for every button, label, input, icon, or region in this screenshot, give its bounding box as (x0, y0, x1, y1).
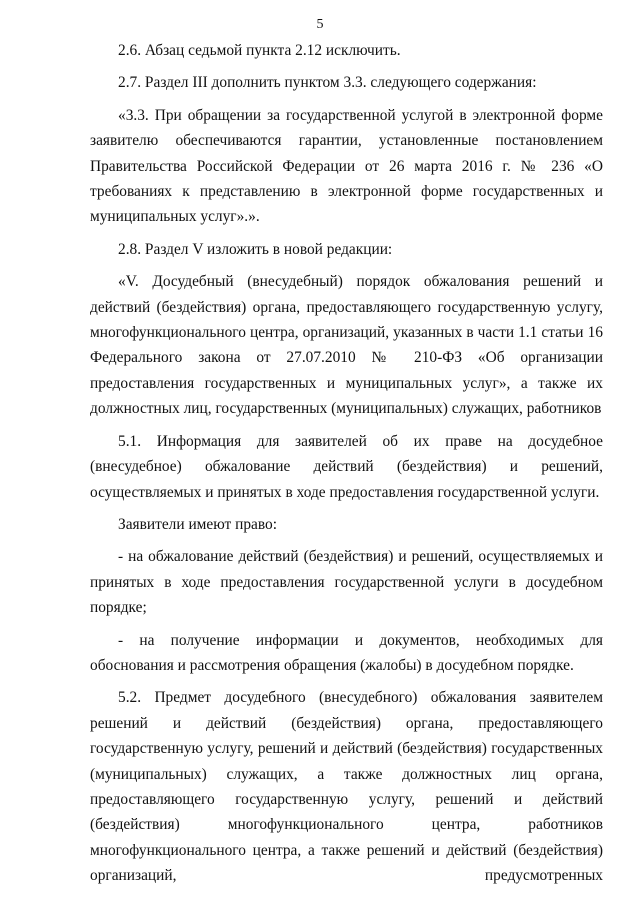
document-body (90, 38, 603, 889)
section-v-heading: «V. Досудебный (внесудебный) порядок обжалования решений и действий (бездействия) органа, предоставляющего государственную услугу, многофункционального центра, организаций, указанных в части 1.1 статьи 16 Федерального закона от 27.07.2010 № 210-ФЗ «Об организации предоставления государственных и муниципальных услуг», а также их должностных лиц, государственных (муниципальных) служащих, работников (90, 273, 603, 418)
paragraph-5-2: 5.2. Предмет досудебного (внесудебного) обжалования заявителем решений и действий (бездействия) органа, предоставляющего государственную услугу, решений и действий (бездействия) государственных (муниципальных) служащих, а также должностных лиц органа, предоставляющего государственную услугу, решений и действий (бездействия) многофункционального центра, работников многофункционального центра, а также решений и действий (бездействия) организаций, предусмотренных (90, 689, 603, 885)
paragraph-applicants-rights: Заявители имеют право: (118, 515, 278, 533)
paragraph-3-3: «3.3. При обращении за государственной услугой в электронной форме заявителю обеспечиваются гарантии, установленные постановлением Правительства Российской Федерации от 26 марта 2016 г. № 236 «О требованиях к представлению в электронной форме государственных и муниципальных услуг».». (90, 106, 603, 226)
page-number: 5 (316, 17, 324, 32)
paragraph-2-8: 2.8. Раздел V изложить в новой редакции: (118, 240, 393, 258)
paragraph-2-7: 2.7. Раздел III дополнить пунктом 3.3. следующего содержания: (118, 74, 537, 92)
paragraph-5-1: 5.1. Информация для заявителей об их праве на досудебное (внесудебное) обжалование действий (бездействия) и решений, осуществляемых и принятых в ходе предоставления государственной услуги. (90, 432, 603, 501)
list-item-information: - на получение информации и документов, необходимых для обоснования и рассмотрения обращения (жалобы) в досудебном порядке. (90, 631, 603, 674)
list-item-appeal: - на обжалование действий (бездействия) и решений, осуществляемых и принятых в ходе предоставления государственной услуги в досудебном порядке; (90, 548, 603, 617)
paragraph-2-6: 2.6. Абзац седьмой пункта 2.12 исключить. (118, 42, 401, 59)
